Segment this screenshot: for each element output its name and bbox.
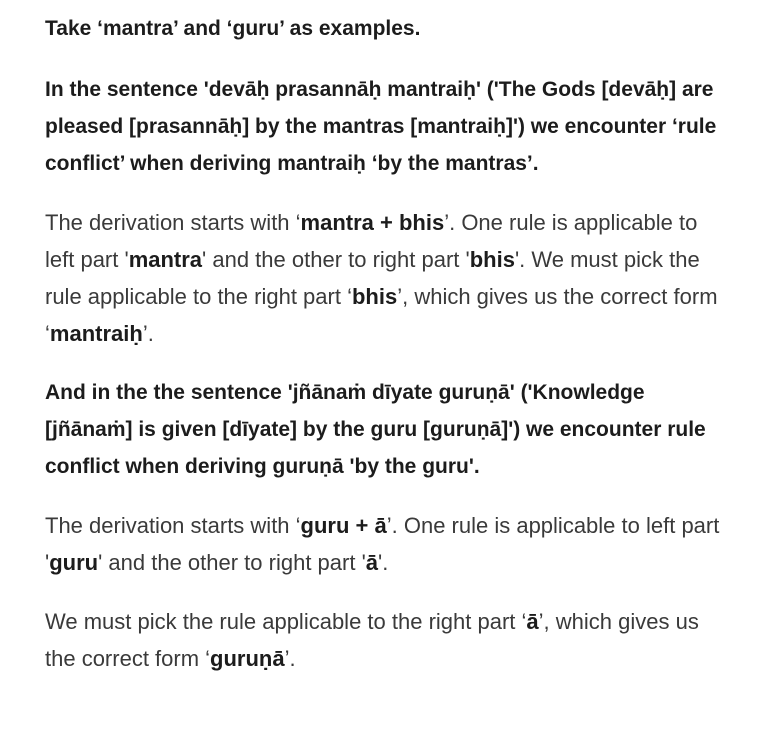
text-run: ' and the other to right part ' <box>98 550 366 575</box>
text-run: ’, which gives us the correct form ‘ <box>45 284 718 346</box>
article-body <box>45 10 725 677</box>
text-run: ' and the other to right part ' <box>202 247 470 272</box>
mantra-sentence-paragraph: In the sentence 'devāḥ prasannāḥ mantraiḥ' ('The Gods [devāḥ] are pleased [prasannāḥ] by the mantras [mantraiḥ]') we encounter ‘rule conflict’ when deriving mantraiḥ ‘by the mantras’. <box>45 78 717 175</box>
text-run: The derivation starts with ‘ <box>45 513 301 538</box>
examples-heading: Take ‘mantra’ and ‘guru’ as examples. <box>45 17 421 40</box>
bold-term: guruṇā <box>210 646 285 671</box>
bold-term: bhis <box>351 284 398 309</box>
text-run: '. We must pick the rule applicable to the right part ‘ <box>45 247 700 309</box>
bold-term: bhis <box>469 247 515 272</box>
text-run: '. <box>378 550 389 575</box>
guru-conclusion-paragraph <box>45 603 725 677</box>
text-run: ’. One rule is applicable to left part ' <box>45 210 698 272</box>
mantra-derivation-paragraph <box>45 204 725 352</box>
guru-sentence-paragraph: And in the the sentence 'jñānaṁ dīyate guruṇā' ('Knowledge [jñānaṁ] is given [dīyate] by the guru [guruṇā]') we encounter rule conflict when deriving guruṇā 'by the guru'. <box>45 381 706 478</box>
text-run: We must pick the rule applicable to the right part ‘ <box>45 609 527 634</box>
text-run: ’, which gives us the correct form ‘ <box>45 609 699 671</box>
bold-term: guru + ā <box>300 513 387 538</box>
text-run: ’. <box>284 646 296 671</box>
bold-term: mantraiḥ <box>49 321 143 346</box>
bold-term: guru <box>49 550 99 575</box>
bold-term: ā <box>526 609 539 634</box>
bold-term: ā <box>365 550 379 575</box>
text-run: ’. One rule is applicable to left part ' <box>45 513 720 575</box>
text-run: ’. <box>142 321 154 346</box>
bold-term: mantra <box>128 247 203 272</box>
guru-derivation-paragraph <box>45 507 725 581</box>
text-run: The derivation starts with ‘ <box>45 210 301 235</box>
bold-term: mantra + bhis <box>300 210 445 235</box>
